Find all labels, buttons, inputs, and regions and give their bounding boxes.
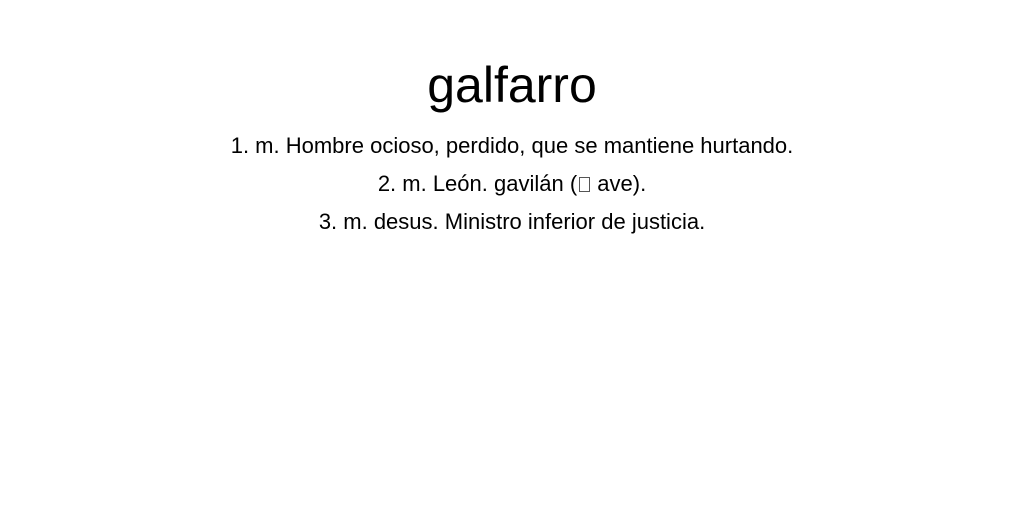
definition-item-3 [0,203,1024,241]
reference-arrow-icon[interactable] [579,177,590,192]
definition-text: 1. m. Hombre ocioso, perdido, que se mantiene hurtando. [230,133,794,158]
definition-list [0,127,1024,241]
definition-item-2 [0,165,1024,203]
definition-text: 3. m. desus. Ministro inferior de justicia. [318,209,706,234]
definition-text-suffix: ave). [591,171,647,196]
headword: galfarro [427,57,597,113]
definition-text-prefix: 2. m. León. gavilán ( [377,171,578,196]
definition-item-1 [0,127,1024,165]
